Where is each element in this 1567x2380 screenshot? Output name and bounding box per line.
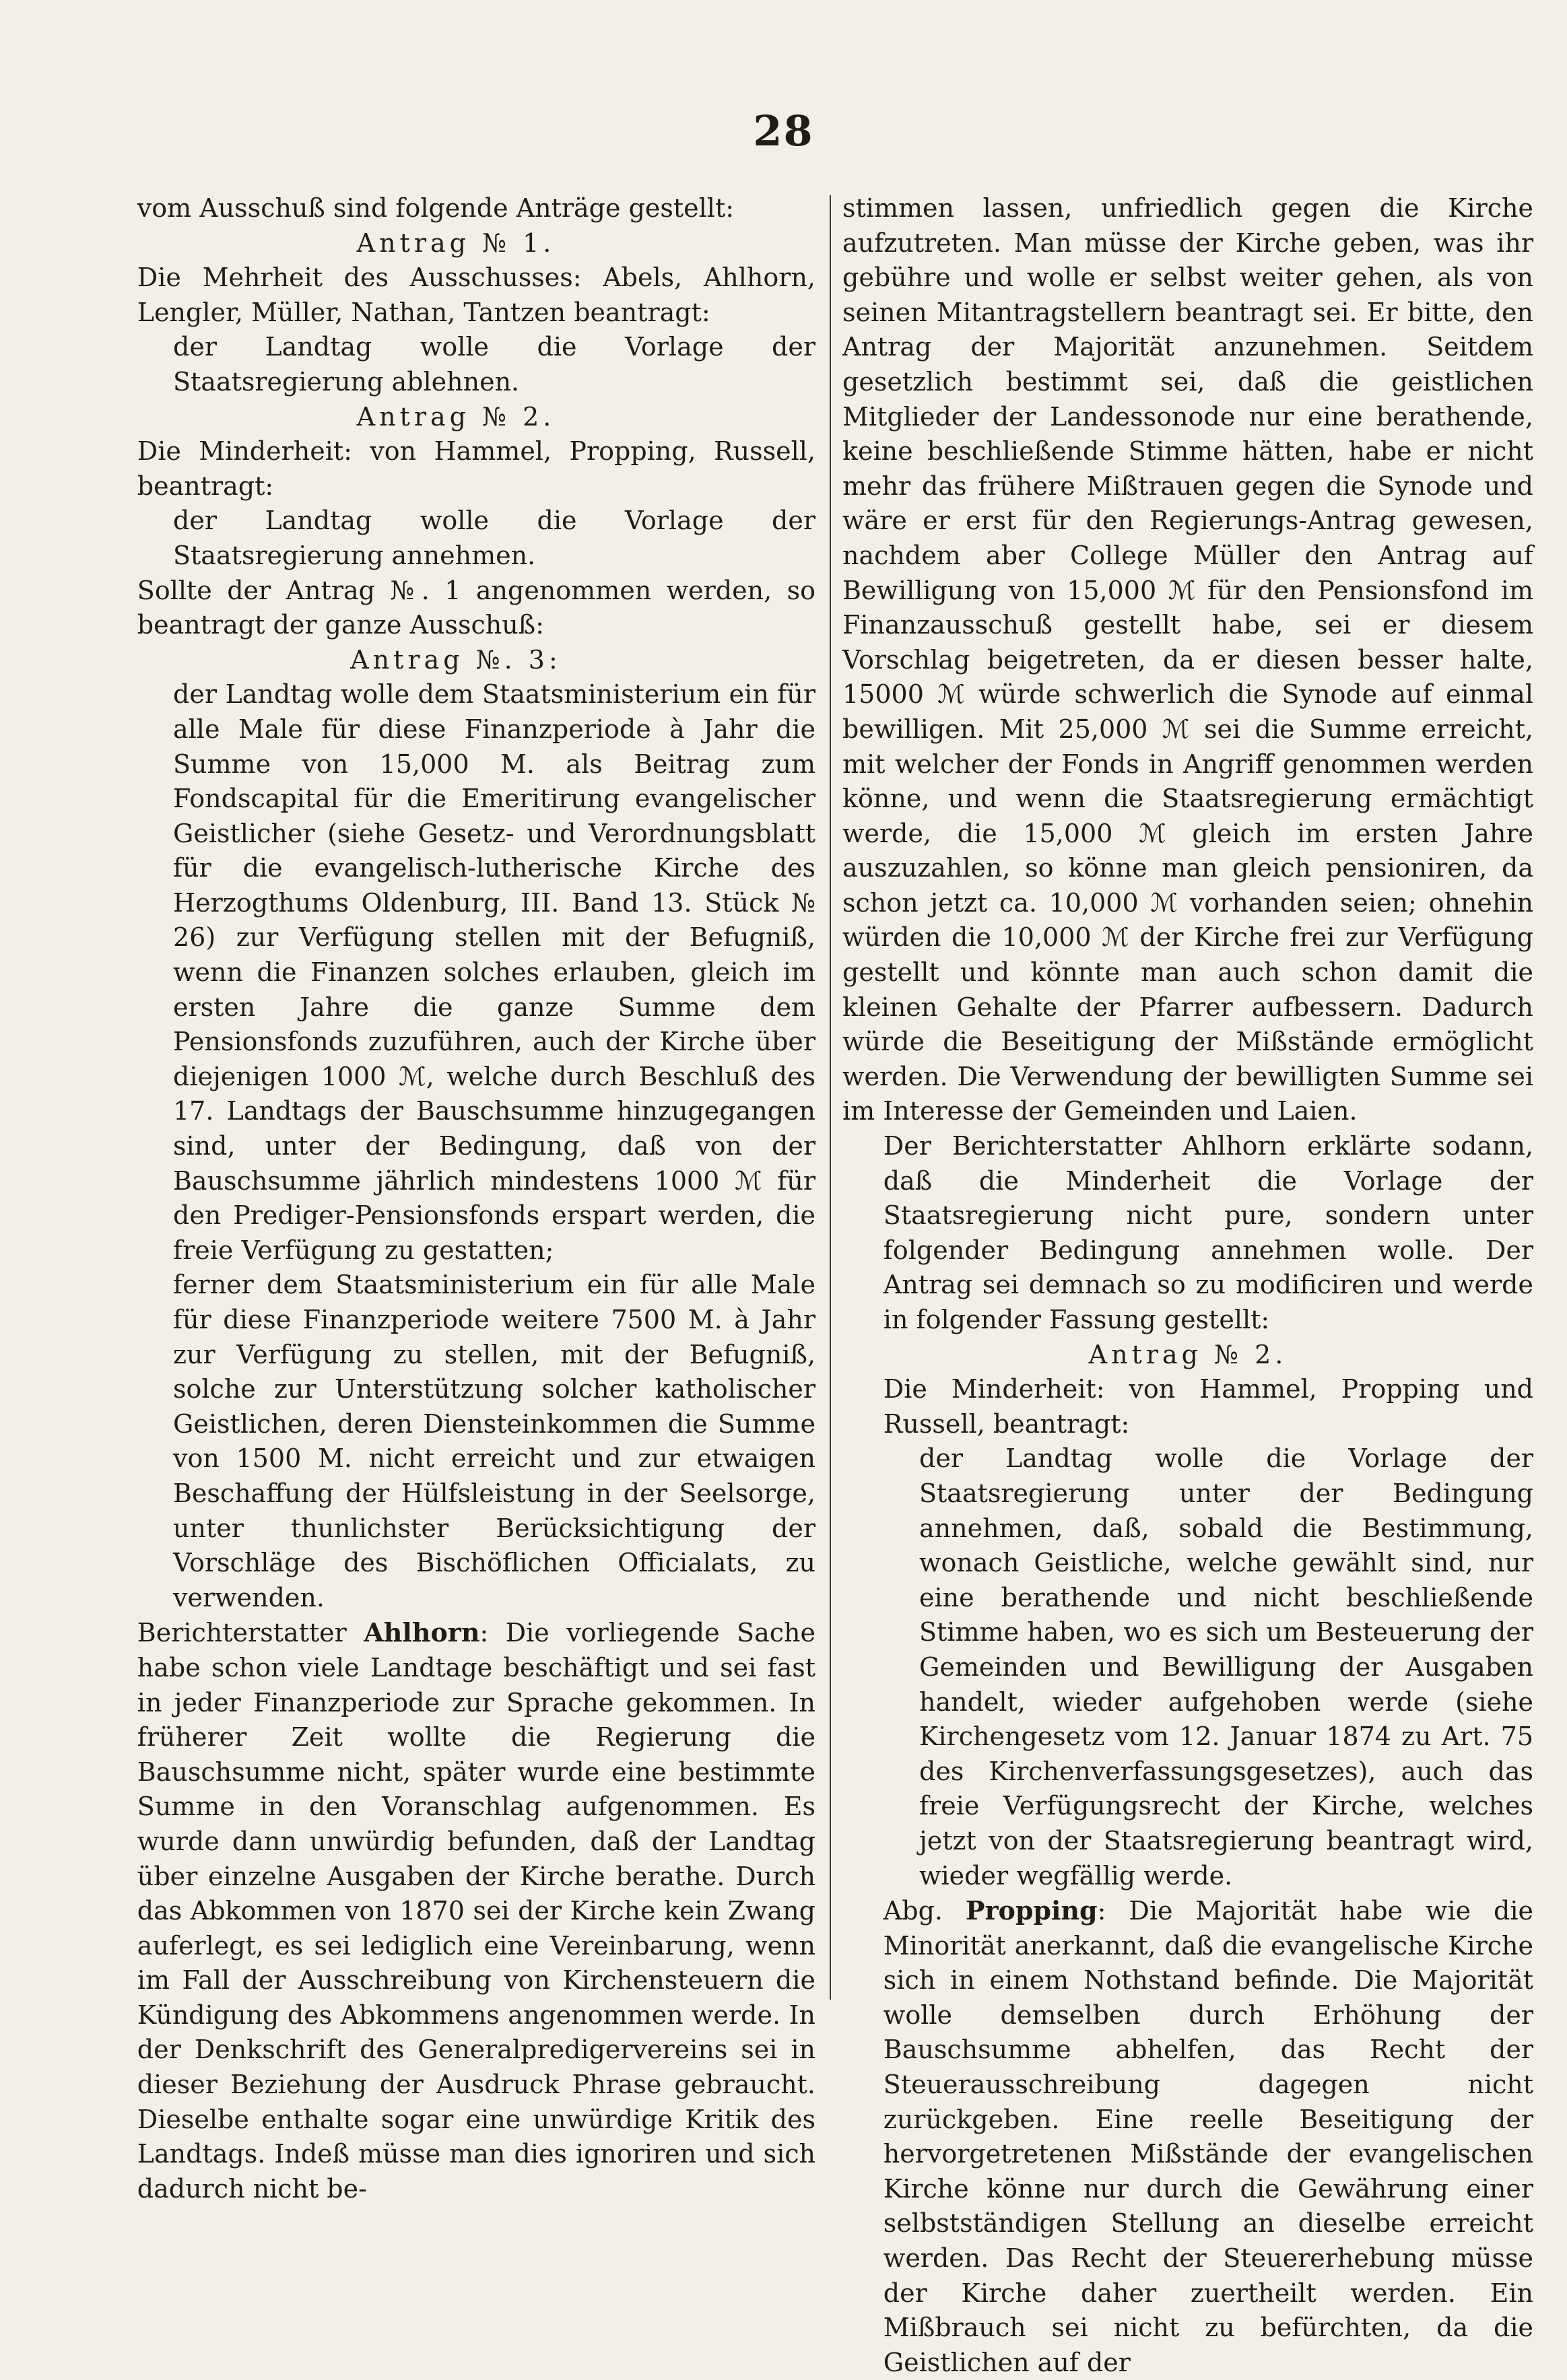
propping-prefix: Abg. [883,1896,943,1926]
page-number: 28 [753,106,814,156]
continuation-paragraph: stimmen lassen, unfriedlich gegen die Kirche aufzutreten. Man müsse der Kirche geben, was ihr gebühre und wolle er selbst weiter gehen, als von seinen Mitantragstellern beantragt sei. Er bitte, den Antrag der Majorität anzunehmen. Seitdem gesetzlich bestimmt sei, daß die geistlichen Mitglieder der Landessonode nur eine berathende, keine beschließende Stimme hätten, habe er nicht mehr das frühere Mißtrauen gegen die Synode und wäre er erst für den Regierungs-Antrag gewesen, nachdem aber College Müller den Antrag auf Bewilligung von 15,000 ℳ für den Pensionsfond im Finanzausschuß gestellt habe, sei er diesem Vorschlag beigetreten, da er diesen besser halte, 15000 ℳ würde schwerlich die Synode auf einmal bewilligen. Mit 25,000 ℳ sei die Summe erreicht, mit welcher der Fonds in Angriff genommen werden könne, und wenn die Staatsregierung ermächtigt werde, die 15,000 ℳ gleich im ersten Jahre auszuzahlen, so könne man gleich pensioniren, da schon jetzt ca. 10,000 ℳ vorhanden seien; ohnehin würden die 10,000 ℳ der Kirche frei zur Verfügung gestellt und könnte man auch schon damit die kleinen Gehalte der Pfarrer aufbessern. Dadurch würde die Beseitigung der Mißstände ermöglicht werden. Die Verwendung der bewilligten Summe sei im Interesse der Gemeinden und Laien. [842,193,1533,1126]
right-column [842,191,1533,2380]
column-divider [830,195,831,2000]
antrag-2-text: der Landtag wolle die Vorlage der Staatsregierung annehmen. [173,506,815,570]
antrag-2-heading: Antrag № 2. [356,401,556,432]
propping-paragraph [842,1893,1533,2380]
antrag-2b-minority: Die Minderheit: von Hammel, Propping und Russell, beantragt: [883,1374,1533,1439]
antrag-2b-heading: Antrag № 2. [1088,1339,1288,1369]
conditional-line: Sollte der Antrag №. 1 angenommen werden, so beantragt der ganze Ausschuß: [137,575,815,640]
report-speaker-prefix: Berichterstatter [137,1618,347,1648]
antrag-1-text: der Landtag wolle die Vorlage der Staatsregierung ablehnen. [173,332,815,397]
report-2-paragraph: Der Berichterstatter Ahlhorn erklärte sodann, daß die Minderheit die Vorlage der Staatsregierung nicht pure, sondern unter folgender Bedingung annehmen wolle. Der Antrag sei demnach so zu modificiren und werde in folgender Fassung gestellt: [883,1131,1533,1334]
antrag-1-heading: Antrag № 1. [356,228,556,258]
report-paragraph [96,1615,815,2206]
antrag-1-majority: Die Mehrheit des Ausschusses: Abels, Ahlhorn, Lengler, Müller, Nathan, Tantzen beantragt: [137,263,815,327]
report-text: : Die vorliegende Sache habe schon viele Landtage beschäftigt und sei fast in jeder Finanzperiode zur Sprache gekommen. In früherer Zeit wollte die Regierung die Bauschsumme nicht, später wurde eine bestimmte Summe in den Voranschlag aufgenommen. Es wurde dann unwürdig befunden, daß der Landtag über einzelne Ausgaben der Kirche berathe. Durch das Abkommen von 1870 sei der Kirche kein Zwang auferlegt, es sei lediglich eine Vereinbarung, wenn im Fall der Ausschreibung von Kirchensteuern die Kündigung des Abkommens angenommen werde. In der Denkschrift des Generalpredigervereins sei in dieser Beziehung der Ausdruck Phrase gebraucht. Dieselbe enthalte sogar eine unwürdige Kritik des Landtags. Indeß müsse man dies ignoriren und sich dadurch nicht be- [137,1618,815,2204]
propping-name: Propping [965,1895,1098,1926]
report-speaker-name: Ahlhorn [364,1617,480,1648]
antrag-3-text-1: der Landtag wolle dem Staatsministerium ein für alle Male für diese Finanzperiode à Jahr die Summe von 15,000 M. als Beitrag zum Fondscapital für die Emeritirung evangelischer Geistlicher (siehe Gesetz- und Verordnungsblatt für die evangelisch-lutherische Kirche des Herzogthums Oldenburg, III. Band 13. Stück № 26) zur Verfügung stellen mit der Befugniß, wenn die Finanzen solches erlauben, gleich im ersten Jahre die ganze Summe dem Pensionsfonds zuzuführen, auch der Kirche über diejenigen 1000 ℳ, welche durch Beschluß des 17. Landtags der Bauschsumme hinzugegangen sind, unter der Bedingung, daß von der Bauschsumme jährlich mindestens 1000 ℳ für den Prediger-Pensionsfonds erspart werden, die freie Verfügung zu gestatten; [173,679,815,1265]
antrag-3-heading: Antrag №. 3: [350,644,562,675]
antrag-2b-text: der Landtag wolle die Vorlage der Staatsregierung unter der Bedingung annehmen, daß, sobald die Bestimmung, wonach Geistliche, welche gewählt sind, nur eine berathende und nicht beschließende Stimme haben, wo es sich um Besteuerung der Gemeinden und Bewilligung der Ausgaben handelt, wieder aufgehoben werde (siehe Kirchengesetz vom 12. Januar 1874 zu Art. 75 des Kirchenverfassungsgesetzes), auch das freie Verfügungsrecht der Kirche, welches jetzt von der Staatsregierung beantragt wird, wieder wegfällig werde. [919,1443,1533,1891]
propping-text: : Die Majorität habe wie die Minorität anerkannt, daß die evangelische Kirche sich in einem Nothstand befinde. Die Majorität wolle demselben durch Erhöhung der Bauschsumme abhelfen, das Recht der Steuerausschreibung dagegen nicht zurückgeben. Eine reelle Beseitigung der hervorgetretenen Mißstände der evangelischen Kirche könne nur durch die Gewährung einer selbstständigen Stellung an dieselbe erreicht werden. Das Recht der Steuererhebung müsse der Kirche daher zuertheilt werden. Ein Mißbrauch sei nicht zu befürchten, da die Geistlichen auf der [883,1896,1533,2377]
antrag-3-text-2: ferner dem Staatsministerium ein für alle Male für diese Finanzperiode weitere 7500 M. à Jahr zur Verfügung zu stellen, mit der Befugniß, solche zur Unterstützung solcher katholischer Geistlichen, deren Diensteinkommen die Summe von 1500 M. nicht erreicht und zur etwaigen Beschaffung der Hülfsleistung in der Seelsorge, unter thunlichster Berücksichtigung der Vorschläge des Bischöflichen Officialats, zu verwenden. [173,1270,815,1612]
antrag-2-minority: Die Minderheit: von Hammel, Propping, Russell, beantragt: [137,436,815,501]
left-column [96,191,815,2206]
intro-line: vom Ausschuß sind folgende Anträge gestellt: [137,193,735,223]
